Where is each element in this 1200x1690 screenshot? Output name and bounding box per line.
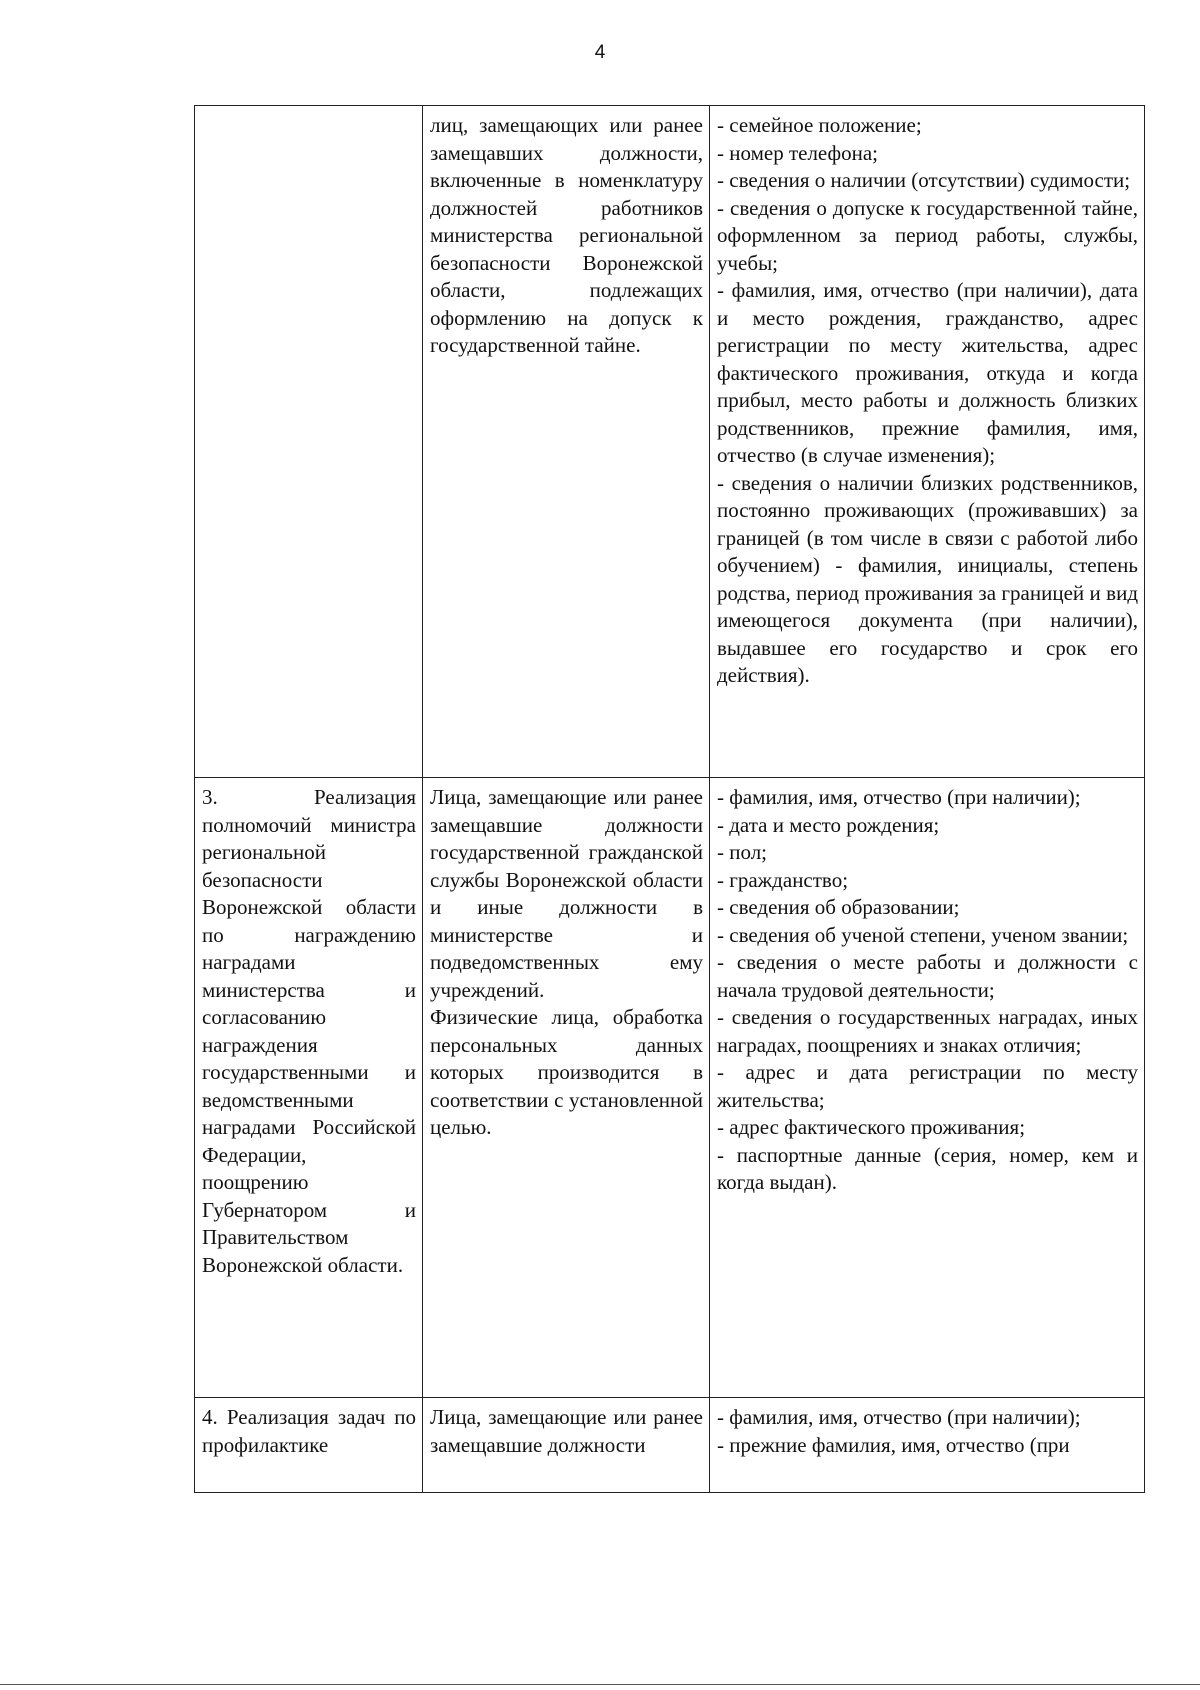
table-row xyxy=(195,106,1145,778)
purpose-cell xyxy=(195,106,423,778)
table-row xyxy=(195,1398,1145,1493)
list-item: - гражданство; xyxy=(717,867,849,892)
subjects-cell xyxy=(423,106,710,778)
purpose-text: 4. Реализация задач по профилактике xyxy=(202,1405,416,1457)
list-item: - адрес и дата регистрации по месту жительства; xyxy=(717,1060,1138,1112)
data-list-cell xyxy=(710,1398,1145,1493)
list-item: - паспортные данные (серия, номер, кем и когда выдан). xyxy=(717,1142,1138,1194)
list-item: - сведения о допуске к государственной тайне, оформленном за период работы, службы, учебы; xyxy=(717,195,1138,275)
subjects-cell xyxy=(423,778,710,1398)
list-item: - сведения о наличии (отсутствии) судимости; xyxy=(717,168,1131,192)
list-item: - сведения о месте работы и должности с начала трудовой деятельности; xyxy=(717,950,1138,1002)
list-item: - фамилия, имя, отчество (при наличии); xyxy=(717,785,1081,809)
list-item: - сведения об ученой степени, ученом звании; xyxy=(717,922,1129,947)
scan-bottom-edge xyxy=(0,1684,1200,1685)
subjects-text: Физические лица, обработка персональных данных которых производится в соответствии с установленной целью. xyxy=(430,1005,703,1139)
list-item: - сведения об образовании; xyxy=(717,895,960,919)
list-item: - сведения о наличии близких родственников, постоянно проживающих (проживавших) за границей (в том числе в связи с работой либо обучением) - фамилия, инициалы, степень родства, период проживания за границей и вид имеющегося документа (при наличии), выдавшее его государство и срок его действия). xyxy=(717,470,1138,687)
table-row xyxy=(195,778,1145,1398)
list-item: - фамилия, имя, отчество (при наличии), дата и место рождения, гражданство, адрес регистрации по месту жительства, адрес фактического проживания, откуда и когда прибыл, место работы и должность близких родственников, прежние фамилия, имя, отчество (в случае изменения); xyxy=(717,278,1138,467)
list-item: - сведения о государственных наградах, иных наградах, поощрениях и знаках отличия; xyxy=(717,1005,1138,1057)
personal-data-table xyxy=(194,105,1145,1493)
list-item: - номер телефона; xyxy=(717,140,878,165)
page-number: 4 xyxy=(594,42,606,63)
list-item: - фамилия, имя, отчество (при наличии); xyxy=(717,1405,1081,1429)
data-list-cell xyxy=(710,106,1145,778)
list-item: - дата и место рождения; xyxy=(717,812,940,837)
data-list-cell xyxy=(710,778,1145,1398)
subjects-cell xyxy=(423,1398,710,1493)
list-item: - пол; xyxy=(717,840,768,864)
purpose-text: 3. Реализация полномочий министра региональной безопасности Воронежской области по награждению наградами министерства и согласованию награждения государственными и ведомственными наградами Российской Федерации, поощрению Губернатором и Правительством Воронежской области. xyxy=(202,785,416,1277)
list-item: - прежние фамилия, имя, отчество (при xyxy=(717,1432,1070,1457)
subjects-text: Лица, замещающие или ранее замещавшие должности xyxy=(430,1405,703,1457)
list-item: - адрес фактического проживания; xyxy=(717,1115,1026,1139)
purpose-cell xyxy=(195,778,423,1398)
subjects-text: лиц, замещающих или ранее замещавших должности, включенные в номенклатуру должностей работников министерства региональной безопасности Воронежской области, подлежащих оформлению на допуск к государственной тайне. xyxy=(430,113,703,357)
subjects-text: Лица, замещающие или ранее замещавшие должности государственной гражданской службы Воронежской области и иные должности в министерстве и подведомственных ему учреждений. xyxy=(430,785,703,1002)
purpose-cell xyxy=(195,1398,423,1493)
list-item: - семейное положение; xyxy=(717,113,922,137)
